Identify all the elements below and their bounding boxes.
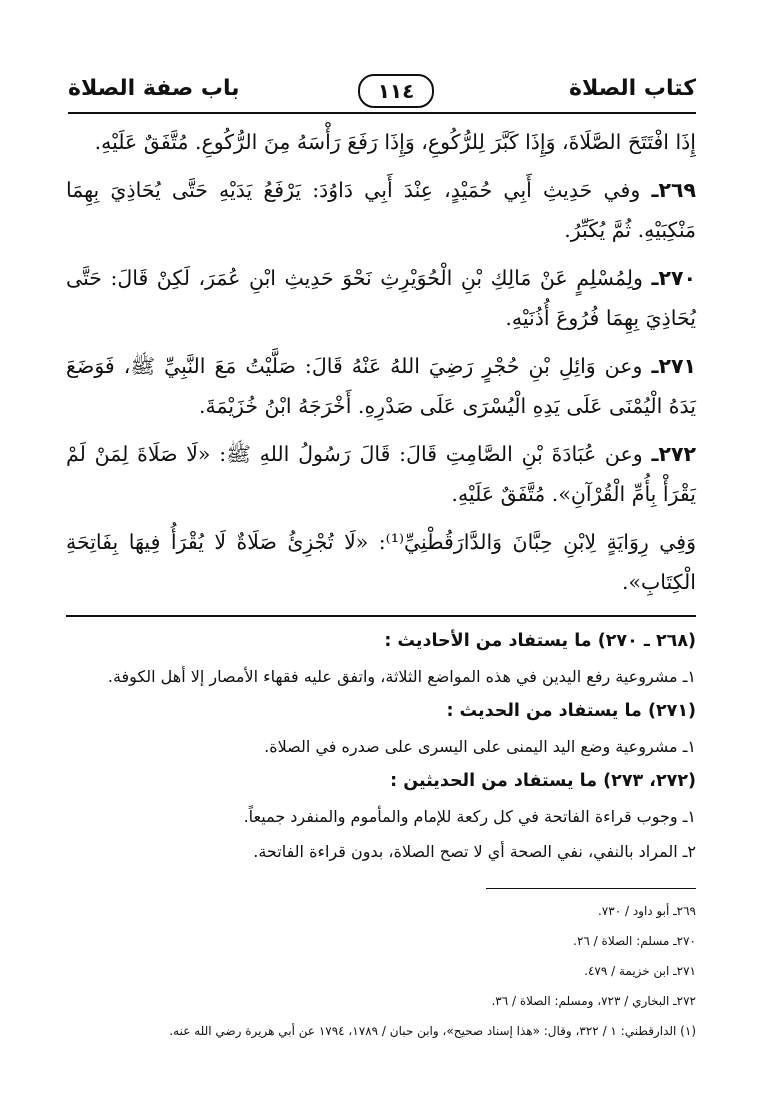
benefit-item: ١ـ وجوب قراءة الفاتحة في كل ركعة للإمام والمأموم والمنفرد جميعاً. <box>243 807 696 826</box>
footnote: ٢٦٩ـ أبو داود / ٧٣٠. <box>597 904 696 918</box>
benefit-item: ١ـ مشروعية وضع اليد اليمنى على اليسرى على صدره في الصلاة. <box>264 737 696 756</box>
hadith-paragraph: ٢٦٩ـ وفي حَدِيثِ أَبِي حُمَيْدٍ، عِنْدَ أَبِي دَاوُدَ: يَرْفَعُ يَدَيْهِ حَتَّى يُحَاذِيَ بِهِمَا مَنْكِبَيْهِ. ثُمَّ يُكَبِّرُ. <box>66 178 696 242</box>
footnote: (١) الدارقطني: ١ / ٣٢٢، وقال: «هذا إسناد صحيح»، وابن حبان / ١٧٨٩، ١٧٩٤ عن أبي هريرة رضي الله عنه. <box>169 1024 696 1038</box>
section-divider <box>66 615 696 617</box>
benefits-heading: (٢٦٨ ـ ٢٧٠) ما يستفاد من الأحاديث : <box>384 631 696 651</box>
hadith-number: ٢٧١ـ <box>651 354 696 378</box>
hadith-paragraph: وَفِي رِوَايَةٍ لِابْنِ حِبَّانَ وَالدَّارَقُطْنِيِّ⁽¹⁾: «لَا تُجْزِئُ صَلَاةٌ لَا يُقْرَأُ فِيهَا بِفَاتِحَةِ الْكِتَابِ». <box>66 530 697 594</box>
page-header <box>68 72 696 112</box>
hadith-number: ٢٧٠ـ <box>651 266 696 290</box>
hadith-paragraph: إِذَا افْتَتَحَ الصَّلَاةَ، وَإِذَا كَبَّرَ لِلرُّكُوعِ، وَإِذَا رَفَعَ رَأْسَهُ مِنَ الرُّكُوعِ. مُتَّفَقٌ عَلَيْهِ. <box>94 130 696 154</box>
header-rule <box>68 112 696 114</box>
book-title: كتاب الصلاة <box>569 76 696 101</box>
hadith-paragraph: ٢٧٢ـ وعن عُبَادَةَ بْنِ الصَّامِتِ قَالَ: قَالَ رَسُولُ اللهِ ﷺ: «لَا صَلَاةَ لِمَنْ لَمْ يَقْرَأْ بِأُمِّ الْقُرْآنِ». مُتَّفَقٌ عَلَيْهِ. <box>66 442 696 506</box>
chapter-title: باب صفة الصلاة <box>68 76 240 101</box>
footnote: ٢٧٠ـ مسلم: الصلاة / ٢٦. <box>573 934 696 948</box>
footnote: ٢٧٢ـ البخاري / ٧٢٣، ومسلم: الصلاة / ٣٦. <box>491 994 696 1008</box>
hadith-text <box>66 122 696 610</box>
hadith-number: ٢٧٢ـ <box>651 442 696 466</box>
benefits-heading: (٢٧١) ما يستفاد من الحديث : <box>446 701 696 721</box>
hadith-paragraph: ٢٧٠ـ ولِمُسْلِمٍ عَنْ مَالِكِ بْنِ الْحُوَيْرِثِ نَحْوَ حَدِيثِ ابْنِ عُمَرَ، لَكِنْ قَالَ: حَتَّى يُحَاذِيَ بِهِمَا فُرُوعَ أُذُنَيْهِ. <box>66 266 696 330</box>
hadith-paragraph: ٢٧١ـ وعن وَائِلِ بْنِ حُجْرٍ رَضِيَ اللهُ عَنْهُ قَالَ: صَلَّيْتُ مَعَ النَّبِيِّ ﷺ، فَوَضَعَ يَدَهُ الْيُمْنَى عَلَى يَدِهِ الْيُسْرَى عَلَى صَدْرِهِ. أَخْرَجَهُ ابْنُ خُزَيْمَةَ. <box>66 354 696 418</box>
benefits-heading: (٢٧٢، ٢٧٣) ما يستفاد من الحديثين : <box>390 771 696 791</box>
footnote-rule <box>486 888 696 889</box>
benefit-item: ٢ـ المراد بالنفي، نفي الصحة أي لا تصح الصلاة، بدون قراءة الفاتحة. <box>253 842 696 861</box>
footnotes <box>66 896 696 1046</box>
hadith-number: ٢٦٩ـ <box>651 178 696 202</box>
benefits-section <box>66 624 696 869</box>
page-number: ١١٤ <box>358 74 434 108</box>
benefit-item: ١ـ مشروعية رفع اليدين في هذه المواضع الثلاثة، واتفق عليه فقهاء الأمصار إلا أهل الكوفة. <box>107 667 696 686</box>
footnote: ٢٧١ـ ابن خزيمة / ٤٧٩. <box>584 964 696 978</box>
